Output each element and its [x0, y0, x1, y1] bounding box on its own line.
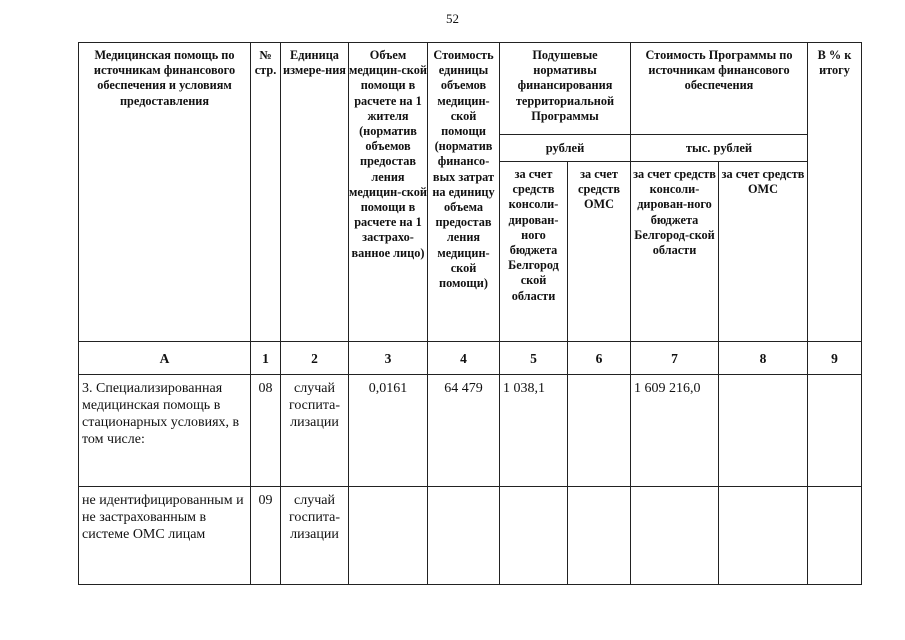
- index-cell: 2: [281, 342, 349, 375]
- header-volume: Объем медицин-ской помощи в расчете на 1 жителя (норматив объемов предостав ления медицин-ской помощи в расчете на 1 застрахо-ванное лицо): [349, 43, 428, 342]
- header-program-cost-unit: тыс. рублей: [631, 135, 808, 162]
- index-cell: 5: [500, 342, 568, 375]
- index-cell: 9: [808, 342, 862, 375]
- row-oms-per-capita: [568, 487, 631, 585]
- header-oms-program: за счет средств ОМС: [719, 162, 808, 342]
- row-unit-cost: [428, 487, 500, 585]
- row-oms-program: [719, 375, 808, 487]
- index-cell: 6: [568, 342, 631, 375]
- row-volume: 0,0161: [349, 375, 428, 487]
- row-percent: [808, 375, 862, 487]
- header-unit-cost: Стоимость единицы объемов медицин-ской помощи (норматив финансо-вых затрат на единицу объема предостав ления медицин-ской помощи): [428, 43, 500, 342]
- header-budget-program: за счет средств консоли-дирован-ного бюджета Белгород-ской области: [631, 162, 719, 342]
- page-number: 52: [446, 11, 459, 26]
- index-cell: 3: [349, 342, 428, 375]
- row-volume: [349, 487, 428, 585]
- index-row: [79, 342, 862, 375]
- row-percent: [808, 487, 862, 585]
- header-percent: В % к итогу: [808, 43, 862, 342]
- financing-table: [78, 42, 862, 585]
- header-budget-per-capita: за счет средств консоли-дирован-ного бюджета Белгород ской области: [500, 162, 568, 342]
- header-oms-per-capita: за счет средств ОМС: [568, 162, 631, 342]
- header-per-capita-unit: рублей: [500, 135, 631, 162]
- row-unit-cost: 64 479: [428, 375, 500, 487]
- index-cell: 4: [428, 342, 500, 375]
- row-care-type: не идентифицированным и не застрахованным в системе ОМС лицам: [79, 487, 251, 585]
- row-unit: случай госпита-лизации: [281, 487, 349, 585]
- index-cell: А: [79, 342, 251, 375]
- row-budget-per-capita: [500, 487, 568, 585]
- row-oms-per-capita: [568, 375, 631, 487]
- header-per-capita-group: Подушевые нормативы финансирования территориальной Программы: [500, 43, 631, 135]
- index-cell: 1: [251, 342, 281, 375]
- row-unit: случай госпита-лизации: [281, 375, 349, 487]
- index-cell: 8: [719, 342, 808, 375]
- table-row: [79, 375, 862, 487]
- header-program-cost-group: Стоимость Программы по источникам финансового обеспечения: [631, 43, 808, 135]
- row-care-type: 3. Специализированная медицинская помощь в стационарных условиях, в том числе:: [79, 375, 251, 487]
- row-budget-program: 1 609 216,0: [631, 375, 719, 487]
- row-oms-program: [719, 487, 808, 585]
- row-budget-per-capita: 1 038,1: [500, 375, 568, 487]
- row-budget-program: [631, 487, 719, 585]
- header-care-type: Медицинская помощь по источникам финансового обеспечения и условиям предоставления: [79, 43, 251, 342]
- index-cell: 7: [631, 342, 719, 375]
- header-unit: Единица измере-ния: [281, 43, 349, 342]
- header-row-number: № стр.: [251, 43, 281, 342]
- table-row: [79, 487, 862, 585]
- row-number: 09: [251, 487, 281, 585]
- row-number: 08: [251, 375, 281, 487]
